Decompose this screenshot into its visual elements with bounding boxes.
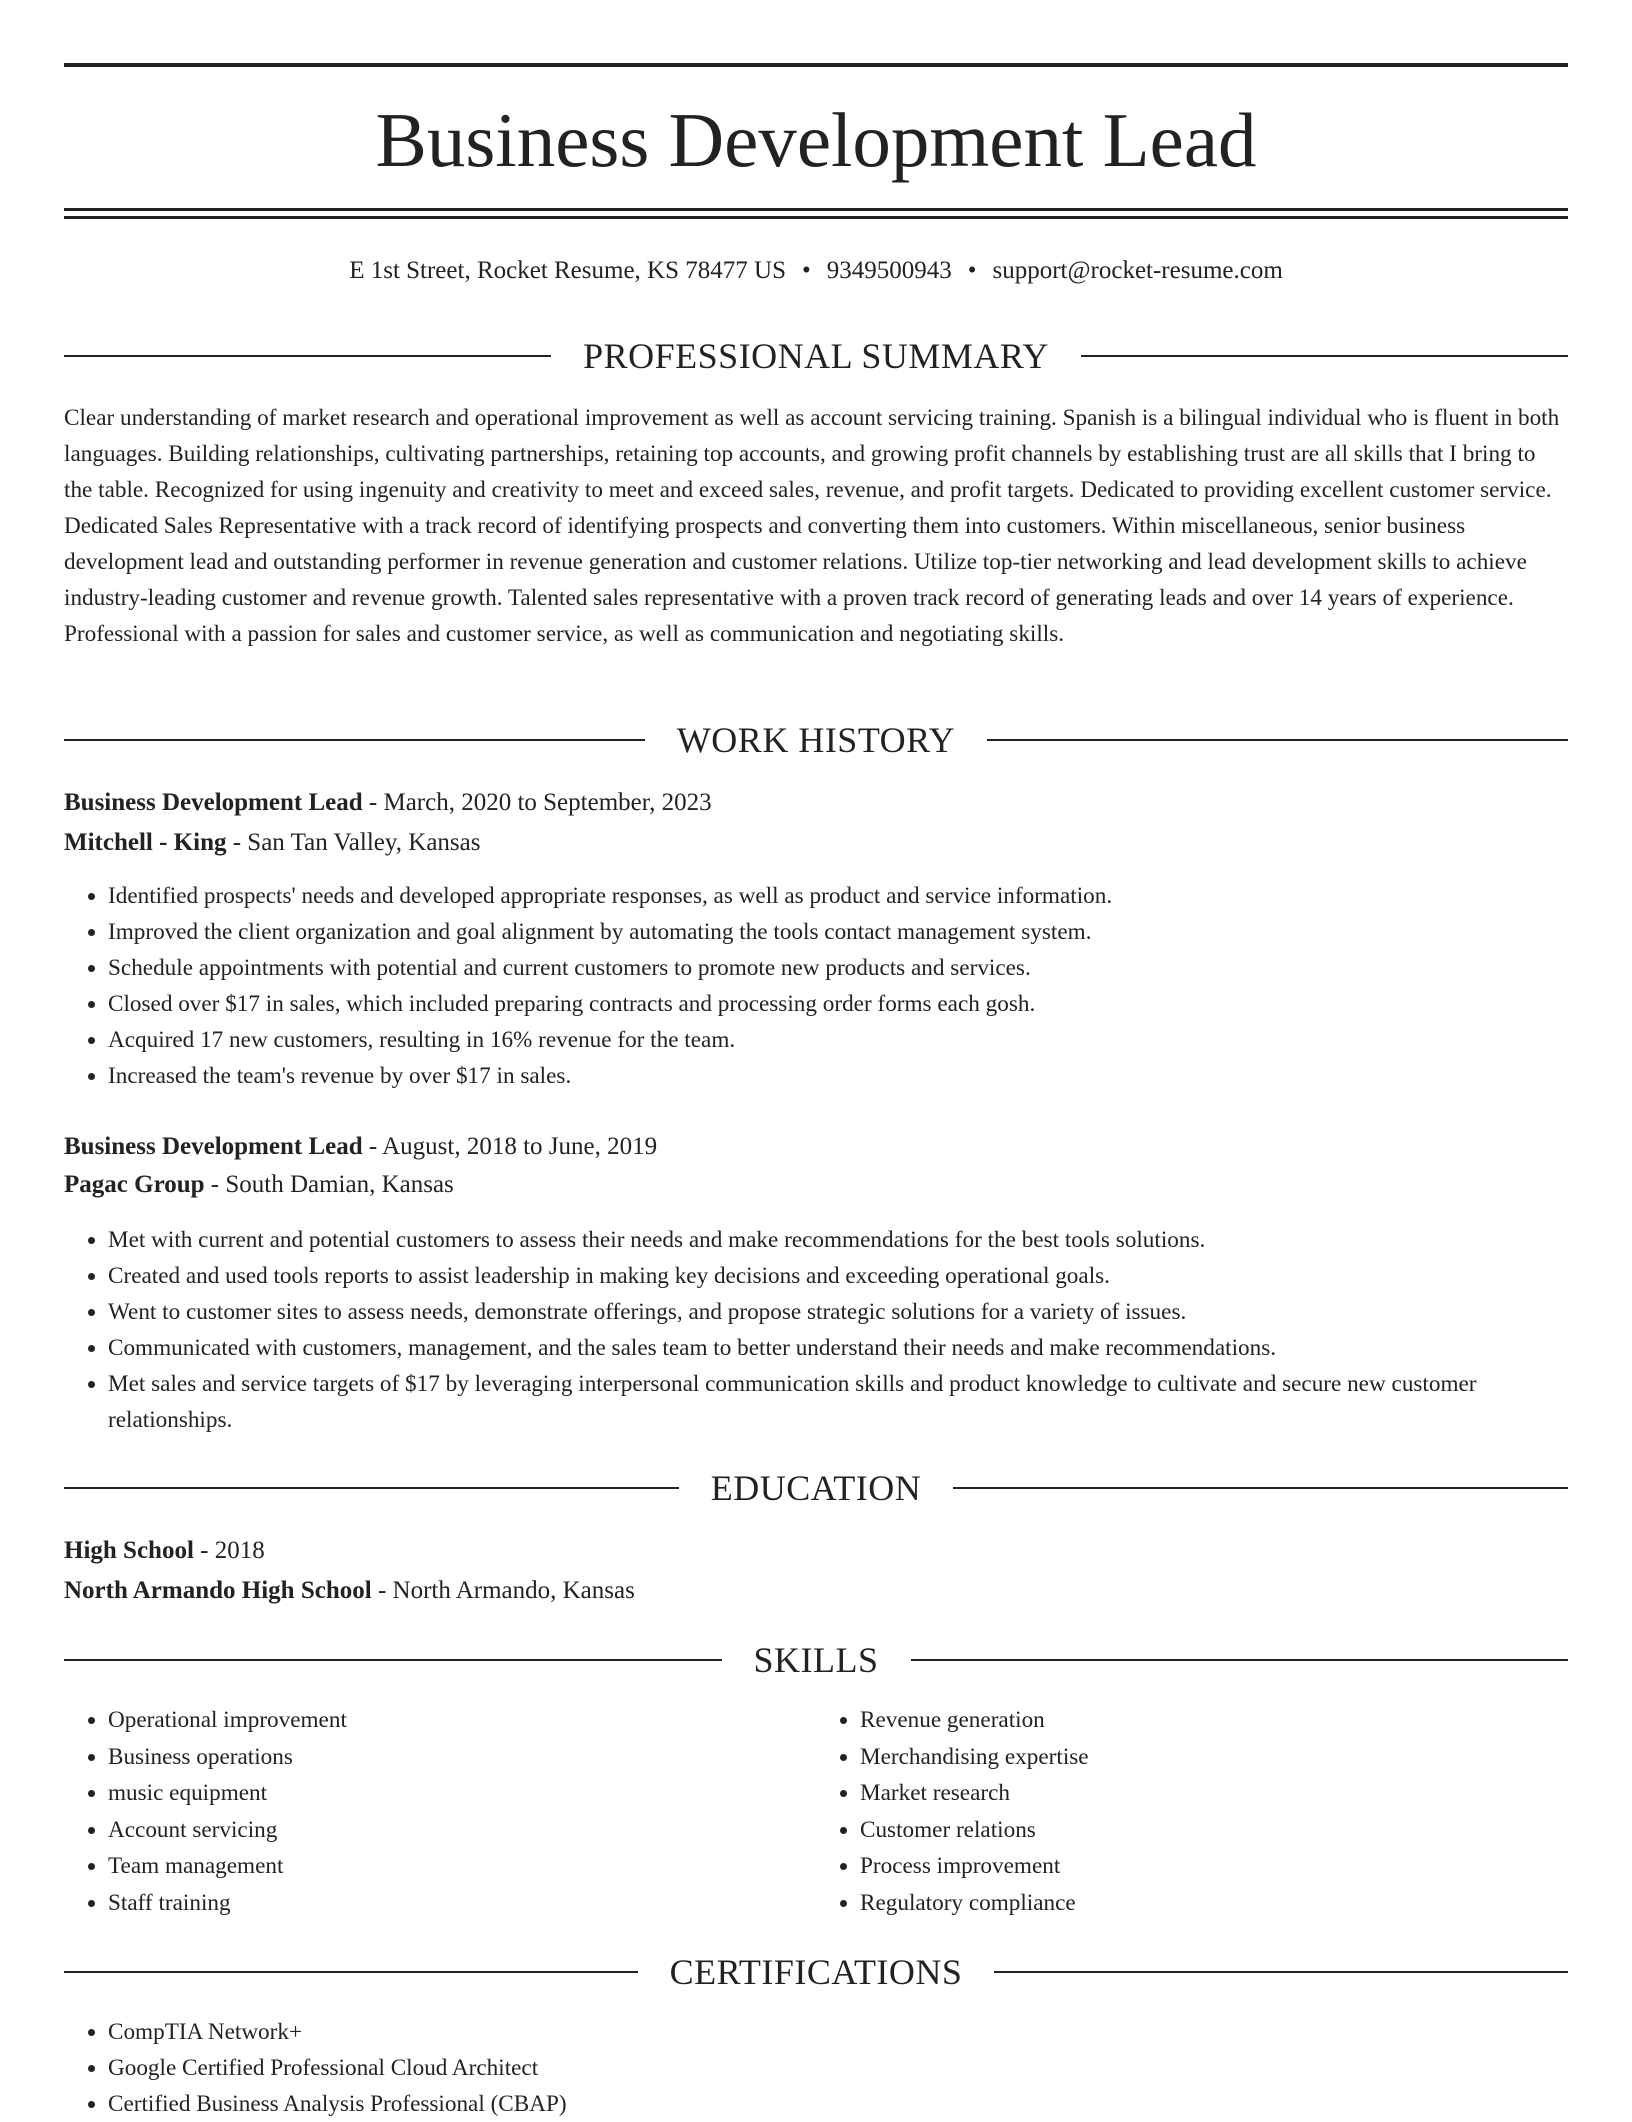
section-title: SKILLS <box>753 1640 879 1680</box>
heading-rule <box>994 1971 1568 1973</box>
education-school-line <box>64 1573 1568 1609</box>
contact-address: E 1st Street, Rocket Resume, KS 78477 US <box>349 257 786 284</box>
education-degree-line <box>64 1533 1568 1569</box>
job-company: Mitchell - King <box>64 829 227 856</box>
job-dates: - March, 2020 to September, 2023 <box>362 789 712 816</box>
heading-rule <box>64 739 645 741</box>
skill-item: • music equipment <box>108 1775 816 1812</box>
job-title: Business Development Lead <box>64 1133 363 1160</box>
contact-line <box>64 253 1568 289</box>
education-school: North Armando High School <box>64 1577 372 1604</box>
education-location: - North Armando, Kansas <box>371 1577 635 1604</box>
skill-item: • Account servicing <box>108 1812 816 1849</box>
list-item: • Schedule appointments with potential and current customers to promote new products and services. <box>108 950 1568 986</box>
job-bullets <box>64 1222 1568 1438</box>
heading-rule <box>953 1487 1568 1489</box>
list-item: • Closed over $17 in sales, which included preparing contracts and processing order forms each gosh. <box>108 986 1568 1022</box>
list-item: • Identified prospects' needs and developed appropriate responses, as well as product and service information. <box>108 878 1568 914</box>
job-title-line <box>64 1129 1568 1165</box>
section-heading-skills <box>64 1638 1568 1682</box>
skills-right-column <box>816 1702 1568 1921</box>
certification-item: • CompTIA Network+ <box>108 2014 1568 2050</box>
section-title: WORK HISTORY <box>676 720 956 760</box>
title-top-rule <box>64 63 1568 67</box>
education-year: - 2018 <box>193 1537 265 1564</box>
contact-separator: • <box>967 257 977 284</box>
section-heading-certifications <box>64 1950 1568 1994</box>
job-dates: - August, 2018 to June, 2019 <box>362 1133 658 1160</box>
section-title: CERTIFICATIONS <box>669 1952 963 1992</box>
education-degree: High School <box>64 1537 194 1564</box>
certifications-list <box>64 2014 1568 2122</box>
skills-columns <box>64 1702 1568 1921</box>
heading-rule <box>64 1659 722 1661</box>
skill-item: • Team management <box>108 1848 816 1885</box>
job-location: - South Damian, Kansas <box>204 1171 454 1198</box>
page-title: Business Development Lead <box>375 97 1257 183</box>
job-company-line <box>64 825 1568 861</box>
list-item: • Met sales and service targets of $17 by leveraging interpersonal communication skills and product knowledge to cultivate and secure new customer relationships. <box>108 1366 1568 1438</box>
contact-email: support@rocket-resume.com <box>992 257 1283 284</box>
skills-left-column <box>64 1702 816 1921</box>
heading-rule <box>1081 355 1568 357</box>
job-title-line <box>64 785 1568 821</box>
list-item: • Increased the team's revenue by over $17 in sales. <box>108 1058 1568 1094</box>
job-company-line <box>64 1167 1568 1203</box>
skill-item: • Staff training <box>108 1885 816 1922</box>
list-item: • Met with current and potential customers to assess their needs and make recommendations for the best tools solutions. <box>108 1222 1568 1258</box>
section-title: PROFESSIONAL SUMMARY <box>583 336 1049 376</box>
skill-item: • Revenue generation <box>860 1702 1568 1739</box>
heading-rule <box>987 739 1568 741</box>
skill-item: • Operational improvement <box>108 1702 816 1739</box>
job-company: Pagac Group <box>64 1171 205 1198</box>
skill-item: • Regulatory compliance <box>860 1885 1568 1922</box>
certification-item: • Certified Business Analysis Professional (CBAP) <box>108 2086 1568 2122</box>
heading-rule <box>64 355 551 357</box>
list-item: • Communicated with customers, management, and the sales team to better understand their needs and make recommendations. <box>108 1330 1568 1366</box>
title-bottom-rule <box>64 208 1568 211</box>
skill-item: • Business operations <box>108 1739 816 1776</box>
job-title: Business Development Lead <box>64 789 363 816</box>
skill-item: • Process improvement <box>860 1848 1568 1885</box>
section-heading-education <box>64 1466 1568 1510</box>
skill-item: • Merchandising expertise <box>860 1739 1568 1776</box>
list-item: • Improved the client organization and goal alignment by automating the tools contact management system. <box>108 914 1568 950</box>
section-heading-work <box>64 718 1568 762</box>
list-item: • Created and used tools reports to assist leadership in making key decisions and exceeding operational goals. <box>108 1258 1568 1294</box>
skill-item: • Market research <box>860 1775 1568 1812</box>
contact-separator: • <box>801 257 811 284</box>
section-title: EDUCATION <box>710 1468 922 1508</box>
section-heading-summary <box>64 334 1568 378</box>
job-location: - San Tan Valley, Kansas <box>226 829 481 856</box>
heading-rule <box>64 1971 638 1973</box>
certification-item: • Google Certified Professional Cloud Architect <box>108 2050 1568 2086</box>
heading-rule <box>64 1487 679 1489</box>
list-item: • Acquired 17 new customers, resulting in 16% revenue for the team. <box>108 1022 1568 1058</box>
title-bottom-rule-second <box>64 216 1568 219</box>
contact-phone: 9349500943 <box>826 257 952 284</box>
list-item: • Went to customer sites to assess needs, demonstrate offerings, and propose strategic solutions for a variety of issues. <box>108 1294 1568 1330</box>
skill-item: • Customer relations <box>860 1812 1568 1849</box>
job-bullets <box>64 878 1568 1094</box>
summary-text: Clear understanding of market research and operational improvement as well as account servicing training. Spanish is a bilingual individual who is fluent in both languages. Building relationships, cultivating partnerships, retaining top accounts, and growing profit channels by establishing trust are all skills that I bring to the table. Recognized for using ingenuity and creativity to meet and exceed sales, revenue, and profit targets. Dedicated to providing excellent customer service. Dedicated Sales Representative with a track record of identifying prospects and converting them into customers. Within miscellaneous, senior business development lead and outstanding performer in revenue generation and customer relations. Utilize top-tier networking and lead development skills to achieve industry-leading customer and revenue growth. Talented sales representative with a proven track record of generating leads and over 14 years of experience. Professional with a passion for sales and customer service, as well as communication and negotiating skills. <box>64 405 1560 647</box>
heading-rule <box>911 1659 1569 1661</box>
